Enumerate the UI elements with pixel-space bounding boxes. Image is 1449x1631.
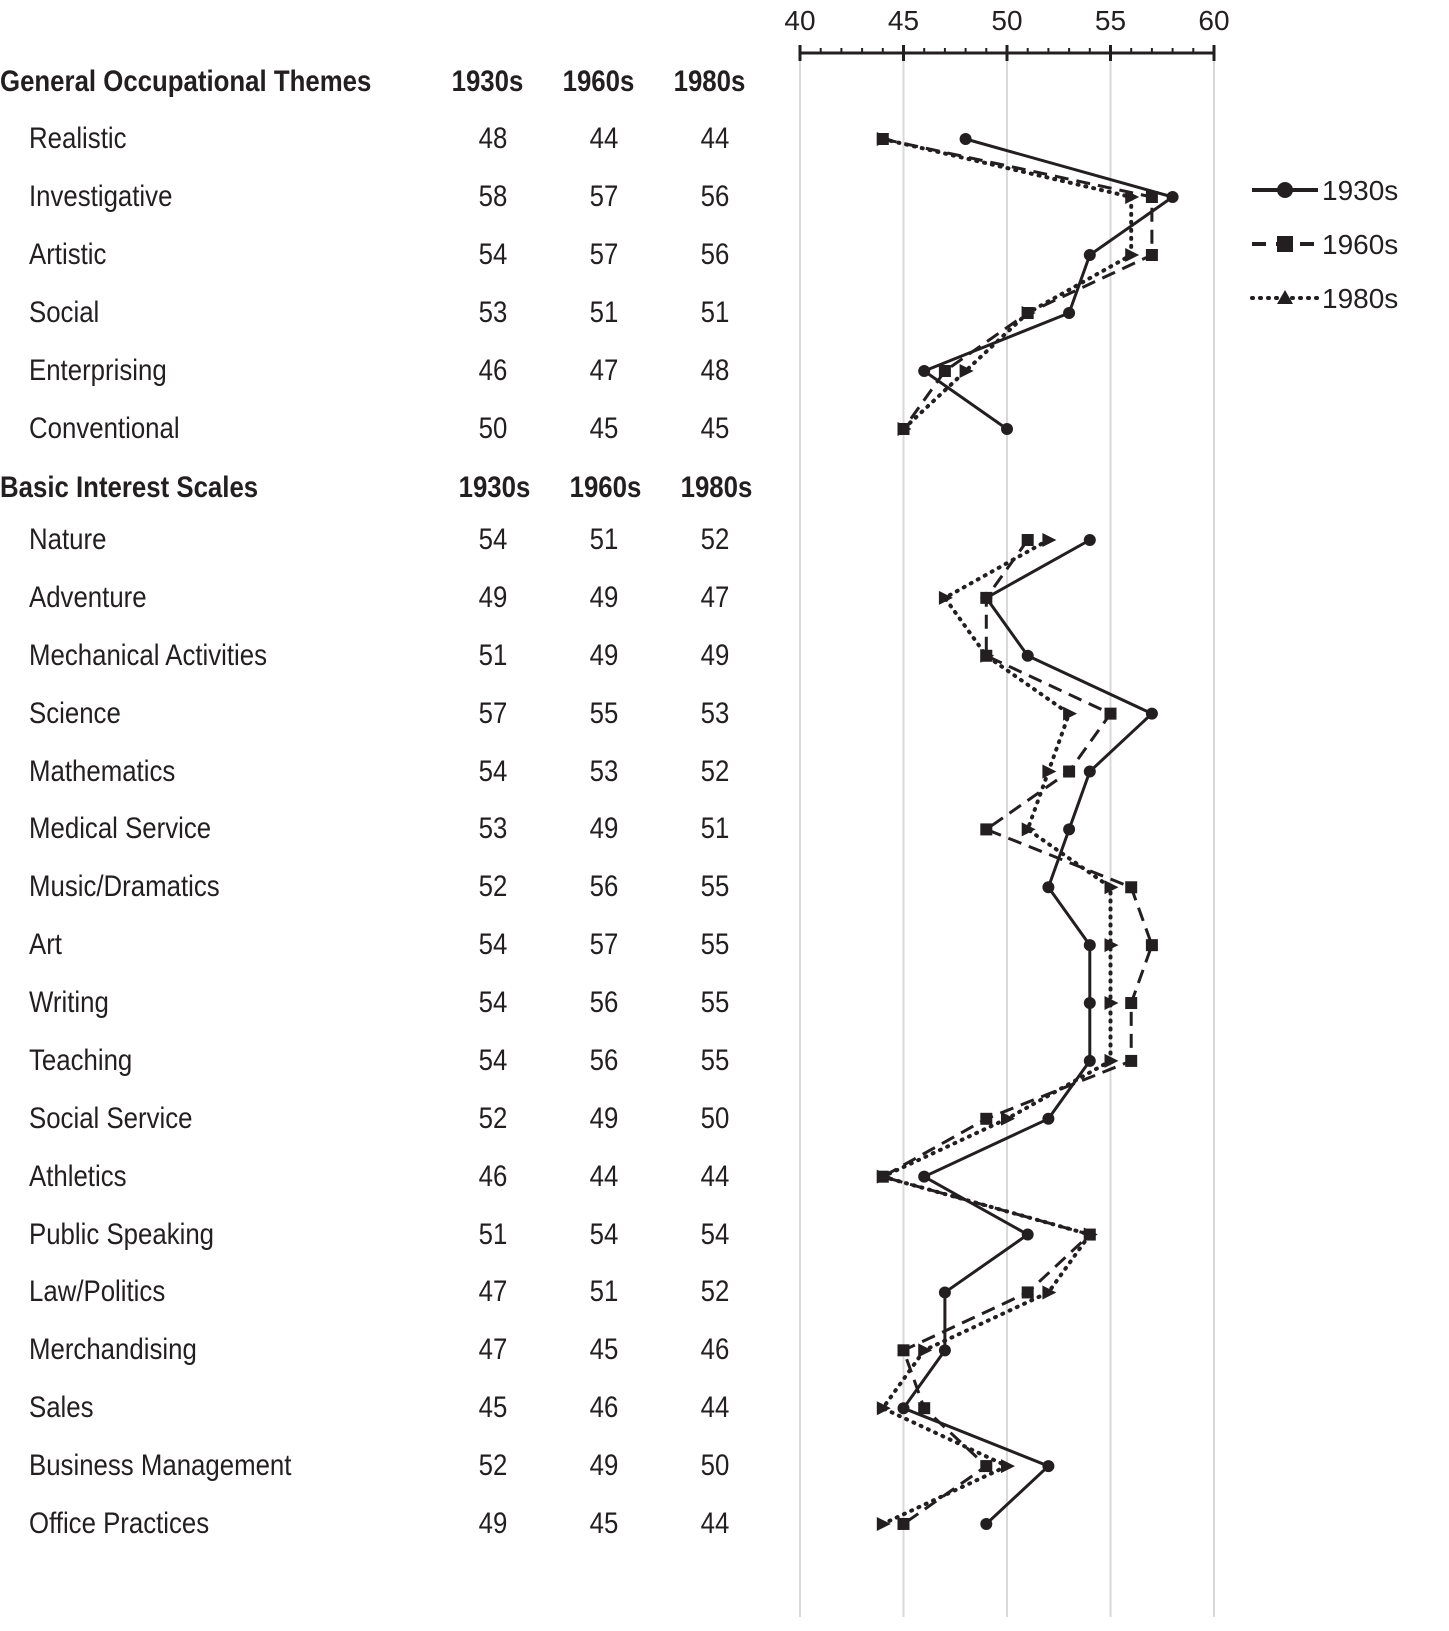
series-line [924,139,1172,429]
row-label: Nature [29,523,107,556]
value-cell: 47 [478,1333,508,1367]
series-1960s-section-2 [877,534,1158,1530]
value-cell: 46 [478,354,508,387]
data-point-square [939,365,951,377]
data-point-circle [1084,939,1096,951]
data-point-square [1125,1055,1137,1067]
data-point-square [1022,307,1034,319]
data-point-square [918,1402,930,1414]
value-cell: 55 [700,986,730,1020]
value-cell: 51 [589,1275,619,1309]
data-point-square [1125,881,1137,893]
value-cell: 49 [589,1449,619,1483]
value-cell: 51 [700,812,730,846]
legend-item [1252,283,1398,314]
data-point-circle [918,1171,930,1183]
row-label: Art [29,928,62,962]
data-point-triangle [1063,707,1077,721]
row-label: Sales [29,1391,94,1425]
x-tick-label: 40 [784,5,816,36]
data-point-triangle [877,1401,891,1415]
value-cell: 45 [478,1391,508,1425]
value-cell: 51 [700,296,730,329]
data-point-square [1084,1229,1096,1241]
data-point-circle [918,365,930,377]
value-cell: 54 [478,986,508,1020]
row-label: Mathematics [29,754,176,788]
data-point-circle [898,1402,910,1414]
value-cell: 49 [589,638,619,672]
value-cell: 44 [700,1506,730,1540]
value-cell: 56 [700,180,730,213]
value-cell: 44 [700,122,730,155]
data-point-square [1146,939,1158,951]
data-point-circle [1146,708,1158,720]
value-cell: 54 [478,1043,508,1077]
value-cell: 54 [478,754,508,788]
data-point-circle [980,1518,992,1530]
data-point-circle [960,133,972,145]
data-point-circle [1167,191,1179,203]
row-label: Science [29,696,121,730]
row-label: Realistic [29,122,127,155]
value-cell: 46 [589,1391,619,1425]
value-cell: 49 [589,580,619,614]
value-cell: 47 [589,354,619,387]
data-point-circle [1063,823,1075,835]
value-cell: 51 [589,523,619,556]
value-cell: 51 [589,296,619,329]
row-label: Social Service [29,1101,193,1135]
value-cell: 55 [700,1043,730,1077]
value-cell: 50 [700,1101,730,1135]
data-point-circle [1084,249,1096,261]
value-cell: 52 [478,870,508,904]
value-cell: 45 [589,1506,619,1540]
value-cell: 49 [589,1101,619,1135]
data-point-circle [1084,766,1096,778]
value-cell: 53 [478,296,508,329]
row-label: Business Management [29,1449,292,1483]
value-cell: 48 [700,354,730,387]
value-cell: 44 [700,1159,730,1193]
value-cell: 56 [589,870,619,904]
value-cell: 45 [589,412,619,445]
x-tick-label: 60 [1198,5,1230,36]
value-cell: 52 [700,523,730,556]
data-point-square [1146,249,1158,261]
column-header: 1930s [458,471,531,504]
value-cell: 49 [478,1506,508,1540]
value-cell: 56 [589,986,619,1020]
data-point-square [1063,766,1075,778]
value-cell: 54 [589,1217,619,1251]
section-title: Basic Interest Scales [0,471,259,504]
x-tick-label: 55 [1094,5,1127,36]
data-point-square [1022,1286,1034,1298]
data-point-circle [1022,650,1034,662]
value-cell: 49 [589,812,619,846]
series-line [904,540,1152,1524]
data-point-square [1125,997,1137,1009]
legend-item [1252,229,1398,260]
value-cell: 50 [478,412,508,445]
value-cell: 57 [589,928,619,962]
value-cell: 46 [700,1333,730,1367]
value-cell: 51 [478,1217,508,1251]
value-cell: 53 [478,812,508,846]
value-cell: 55 [700,870,730,904]
value-cell: 45 [589,1333,619,1367]
data-point-circle [980,592,992,604]
data-point-triangle [1125,248,1139,262]
value-cell: 52 [700,1275,730,1309]
row-label: Artistic [29,238,107,271]
value-cell: 58 [478,180,508,213]
data-point-circle [1084,997,1096,1009]
value-cell: 45 [700,412,730,445]
data-point-triangle [1042,1285,1056,1299]
data-point-triangle [1042,533,1056,547]
row-label: Mechanical Activities [29,638,268,672]
data-point-circle [939,1344,951,1356]
row-label: Law/Politics [29,1275,166,1309]
legend-square-marker [1277,236,1293,252]
value-cell: 53 [589,754,619,788]
value-cell: 57 [478,696,508,730]
series-line [883,540,1152,1524]
value-cell: 57 [589,238,619,271]
row-label: Office Practices [29,1506,210,1540]
data-point-square [980,1460,992,1472]
data-point-square [1105,708,1117,720]
row-label: Investigative [29,180,173,213]
value-cell: 51 [478,638,508,672]
series-line [883,540,1111,1524]
data-point-circle [1022,1229,1034,1241]
data-point-circle [1063,307,1075,319]
column-header: 1960s [562,65,635,98]
column-header: 1960s [569,471,642,504]
data-point-circle [1084,1055,1096,1067]
data-point-square [980,1113,992,1125]
value-cell: 44 [700,1391,730,1425]
data-point-square [898,1518,910,1530]
legend-label: 1930s [1322,175,1399,206]
column-header: 1980s [680,471,753,504]
value-cell: 52 [478,1101,508,1135]
data-point-square [1022,534,1034,546]
value-cell: 56 [589,1043,619,1077]
value-cell: 44 [589,1159,619,1193]
row-label: Writing [29,986,109,1020]
row-label: Medical Service [29,812,212,846]
value-cell: 48 [478,122,508,155]
data-point-square [980,823,992,835]
data-point-circle [1042,1113,1054,1125]
value-cell: 55 [589,696,619,730]
data-point-circle [1042,1460,1054,1472]
value-cell: 56 [700,238,730,271]
row-label: Merchandising [29,1333,197,1367]
value-cell: 52 [478,1449,508,1483]
value-cell: 54 [478,238,508,271]
data-point-square [898,423,910,435]
value-cell: 44 [589,122,619,155]
row-label: Conventional [29,412,180,445]
series-line [883,139,1152,429]
column-header: 1980s [673,65,746,98]
value-cell: 47 [700,580,730,614]
data-point-triangle [1042,765,1056,779]
row-label: Athletics [29,1159,127,1193]
value-cell: 54 [478,928,508,962]
data-point-triangle [960,364,974,378]
data-point-square [877,133,889,145]
row-label: Social [29,296,100,329]
value-cell: 57 [589,180,619,213]
value-cell: 53 [700,696,730,730]
value-cell: 55 [700,928,730,962]
row-label: Music/Dramatics [29,870,220,904]
x-tick-label: 45 [887,5,920,36]
section-title: General Occupational Themes [0,65,372,98]
row-label: Enterprising [29,354,167,387]
value-cell: 52 [700,754,730,788]
value-cell: 54 [478,523,508,556]
value-cell: 54 [700,1217,730,1251]
x-tick-label: 50 [991,5,1023,36]
legend-circle-marker [1277,182,1293,198]
column-header: 1930s [451,65,524,98]
value-cell: 50 [700,1449,730,1483]
x-axis [784,5,1229,61]
data-point-circle [1084,534,1096,546]
row-label: Teaching [29,1043,133,1077]
series-1960s-section-1 [877,133,1158,435]
row-label: Public Speaking [29,1217,215,1251]
value-cell: 46 [478,1159,508,1193]
data-point-circle [1042,881,1054,893]
data-point-circle [1001,423,1013,435]
legend-label: 1960s [1322,229,1399,260]
row-label: Adventure [29,580,147,614]
value-cell: 49 [700,638,730,672]
data-point-square [898,1344,910,1356]
data-point-square [980,650,992,662]
value-cell: 49 [478,580,508,614]
legend [1252,175,1398,314]
legend-label: 1980s [1322,283,1399,314]
data-point-square [877,1171,889,1183]
legend-item [1252,175,1398,206]
data-point-circle [939,1286,951,1298]
gridlines [800,53,1214,1617]
value-cell: 47 [478,1275,508,1309]
